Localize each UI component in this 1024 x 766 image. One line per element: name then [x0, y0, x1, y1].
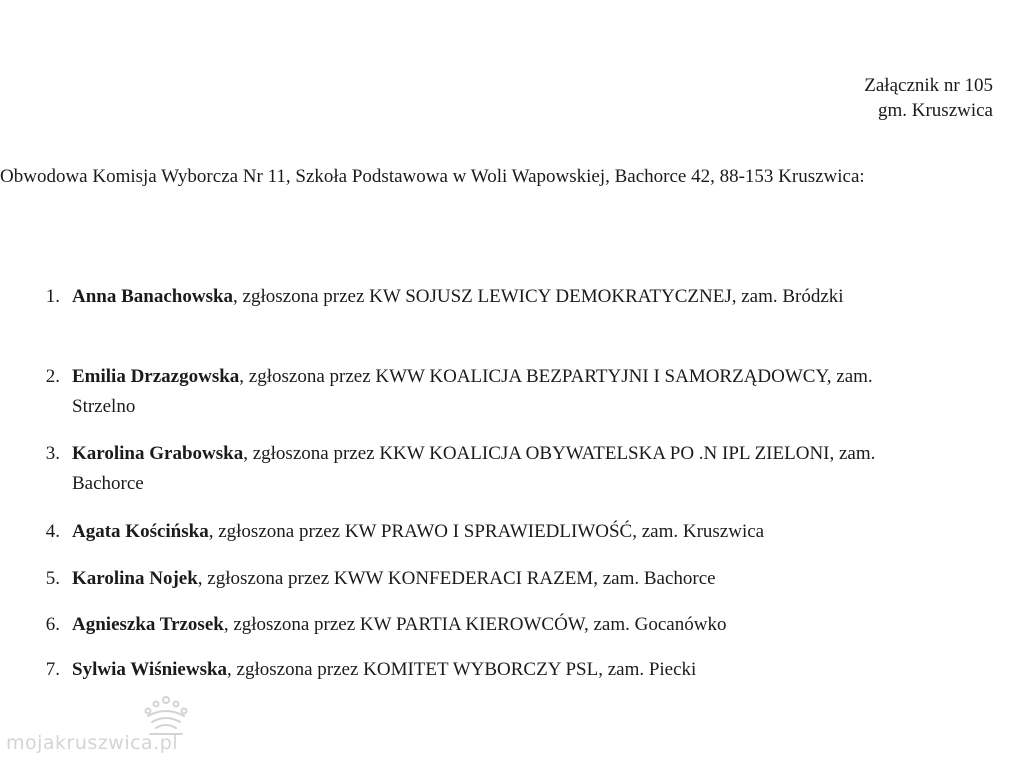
member-name: Anna Banachowska — [72, 286, 234, 307]
item-text — [72, 655, 922, 685]
watermark-text: mojakruszwica.pl — [6, 732, 179, 754]
item-text — [72, 564, 922, 594]
item-number: 5. — [45, 568, 60, 589]
watermark — [6, 694, 206, 764]
municipality: gm. Kruszwica — [877, 100, 993, 121]
member-name: Emilia Drzazgowska — [72, 366, 240, 387]
member-details: , zgłoszona przez KWW KONFEDERACI RAZEM, zam. Bachorce — [197, 568, 716, 589]
member-details: , zgłoszona przez KW SOJUSZ LEWICY DEMOKRATYCZNEJ, zam. Bródzki — [233, 286, 844, 307]
member-details: , zgłoszona przez KKW KOALICJA OBYWATELSKA PO .N IPL ZIELONI, zam. Bachorce — [72, 443, 876, 494]
item-text — [72, 610, 922, 640]
member-name: Agata Kościńska — [72, 521, 209, 542]
item-text — [72, 362, 922, 422]
item-number: 2. — [45, 366, 60, 387]
commission-intro: Obwodowa Komisja Wyborcza Nr 11, Szkoła Podstawowa w Woli Wapowskiej, Bachorce 42, 88-153 Kruszwica: — [0, 166, 865, 187]
item-number: 3. — [45, 443, 60, 464]
member-name: Sylwia Wiśniewska — [72, 659, 228, 680]
member-name: Karolina Grabowska — [72, 443, 244, 464]
item-text — [72, 439, 922, 499]
member-details: , zgłoszona przez KWW KOALICJA BEZPARTYJNI I SAMORZĄDOWCY, zam. Strzelno — [72, 366, 873, 417]
member-details: , zgłoszona przez KOMITET WYBORCZY PSL, zam. Piecki — [227, 659, 697, 680]
member-name: Agnieszka Trzosek — [72, 614, 224, 635]
member-details: , zgłoszona przez KW PARTIA KIEROWCÓW, zam. Gocanówko — [223, 614, 727, 635]
item-text — [72, 282, 922, 312]
item-number: 7. — [45, 659, 60, 680]
attachment-header — [864, 73, 993, 123]
item-number: 4. — [45, 521, 60, 542]
member-name: Karolina Nojek — [72, 568, 198, 589]
item-number: 1. — [45, 286, 60, 307]
item-number: 6. — [45, 614, 60, 635]
member-details: , zgłoszona przez KW PRAWO I SPRAWIEDLIWOŚĆ, zam. Kruszwica — [208, 521, 765, 542]
attachment-number: Załącznik nr 105 — [864, 75, 993, 96]
item-text — [72, 517, 922, 547]
